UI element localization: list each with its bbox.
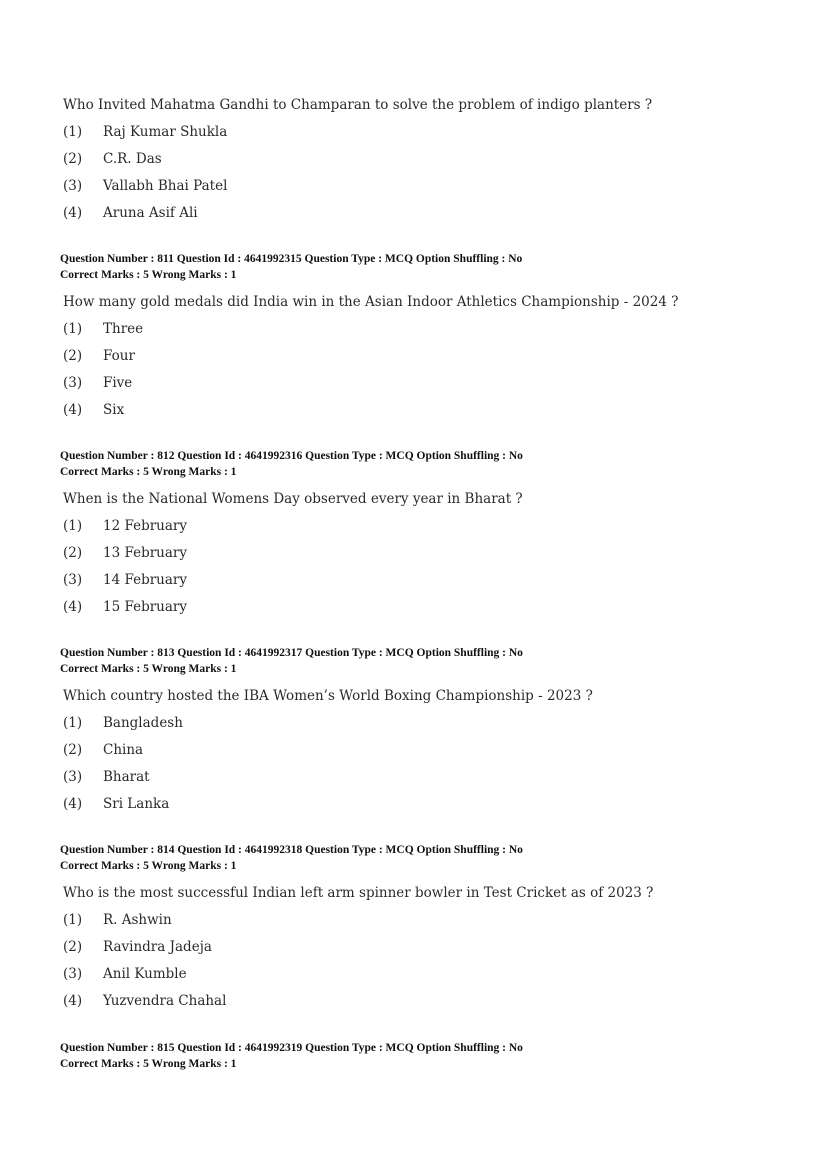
- option-4: [63, 204, 198, 222]
- option-text: Ravindra Jadeja: [103, 939, 212, 955]
- question-meta: [60, 251, 522, 283]
- option-text: 13 February: [103, 545, 188, 561]
- question-text: Who Invited Mahatma Gandhi to Champaran to solve the problem of indigo planters ?: [63, 97, 653, 113]
- option-text: Five: [103, 375, 133, 391]
- option-number: (4): [63, 796, 83, 812]
- option-number: (1): [63, 124, 83, 140]
- option-number: (3): [63, 375, 83, 391]
- option-text: 15 February: [103, 599, 188, 615]
- option-2: [63, 347, 135, 365]
- option-number: (3): [63, 178, 83, 194]
- option-1: [63, 123, 227, 141]
- option-text: Bangladesh: [103, 715, 183, 731]
- option-text: Raj Kumar Shukla: [103, 124, 228, 140]
- question-text: How many gold medals did India win in the Asian Indoor Athletics Championship - 2024 ?: [63, 294, 679, 310]
- question-meta-line: Question Number : 814 Question Id : 4641992318 Question Type : MCQ Option Shuffling : No: [60, 844, 523, 856]
- option-text: 14 February: [103, 572, 188, 588]
- option-1: [63, 320, 143, 338]
- question-meta: [60, 842, 523, 874]
- option-number: (4): [63, 993, 83, 1009]
- option-4: [63, 795, 169, 813]
- option-number: (2): [63, 151, 83, 167]
- option-text: Three: [103, 321, 144, 337]
- question-meta: [60, 645, 523, 677]
- question-meta: [60, 448, 523, 480]
- option-text: C.R. Das: [103, 151, 162, 167]
- marks-meta-line: Correct Marks : 5 Wrong Marks : 1: [60, 269, 237, 281]
- option-3: [63, 768, 150, 786]
- option-text: Sri Lanka: [103, 796, 170, 812]
- option-1: [63, 714, 183, 732]
- option-2: [63, 150, 162, 168]
- option-3: [63, 374, 132, 392]
- option-3: [63, 177, 227, 195]
- option-4: [63, 992, 226, 1010]
- question-text: When is the National Womens Day observed every year in Bharat ?: [63, 491, 523, 507]
- option-4: [63, 598, 187, 616]
- question-text: Who is the most successful Indian left arm spinner bowler in Test Cricket as of 2023 ?: [63, 885, 654, 901]
- option-text: 12 February: [103, 518, 188, 534]
- option-number: (1): [63, 518, 83, 534]
- option-number: (3): [63, 572, 83, 588]
- option-number: (2): [63, 545, 83, 561]
- option-text: China: [103, 742, 144, 758]
- marks-meta-line: Correct Marks : 5 Wrong Marks : 1: [60, 466, 237, 478]
- option-number: (4): [63, 205, 83, 221]
- option-text: Aruna Asif Ali: [103, 205, 198, 221]
- option-number: (1): [63, 715, 83, 731]
- marks-meta-line: Correct Marks : 5 Wrong Marks : 1: [60, 1058, 237, 1070]
- option-4: [63, 401, 124, 419]
- option-text: R. Ashwin: [103, 912, 172, 928]
- option-number: (1): [63, 321, 83, 337]
- marks-meta-line: Correct Marks : 5 Wrong Marks : 1: [60, 663, 237, 675]
- option-2: [63, 938, 212, 956]
- option-text: Six: [103, 402, 125, 418]
- marks-meta-line: Correct Marks : 5 Wrong Marks : 1: [60, 860, 237, 872]
- option-2: [63, 544, 187, 562]
- option-number: (2): [63, 939, 83, 955]
- option-3: [63, 965, 187, 983]
- option-number: (2): [63, 348, 83, 364]
- question-meta-line: Question Number : 811 Question Id : 4641992315 Question Type : MCQ Option Shuffling : No: [60, 253, 523, 265]
- question-text: Which country hosted the IBA Women’s World Boxing Championship - 2023 ?: [63, 688, 593, 704]
- option-3: [63, 571, 187, 589]
- option-text: Anil Kumble: [103, 966, 187, 982]
- option-text: Vallabh Bhai Patel: [103, 178, 228, 194]
- option-1: [63, 911, 172, 929]
- option-number: (1): [63, 912, 83, 928]
- question-meta: [60, 1040, 523, 1072]
- option-number: (4): [63, 599, 83, 615]
- option-text: Four: [103, 348, 135, 364]
- question-meta-line: Question Number : 815 Question Id : 4641992319 Question Type : MCQ Option Shuffling : No: [60, 1042, 523, 1054]
- question-meta-line: Question Number : 813 Question Id : 4641992317 Question Type : MCQ Option Shuffling : No: [60, 647, 523, 659]
- option-number: (4): [63, 402, 83, 418]
- option-text: Bharat: [103, 769, 150, 785]
- option-1: [63, 517, 187, 535]
- option-number: (3): [63, 769, 83, 785]
- question-meta-line: Question Number : 812 Question Id : 4641992316 Question Type : MCQ Option Shuffling : No: [60, 450, 523, 462]
- option-text: Yuzvendra Chahal: [103, 993, 227, 1009]
- option-number: (3): [63, 966, 83, 982]
- option-number: (2): [63, 742, 83, 758]
- option-2: [63, 741, 143, 759]
